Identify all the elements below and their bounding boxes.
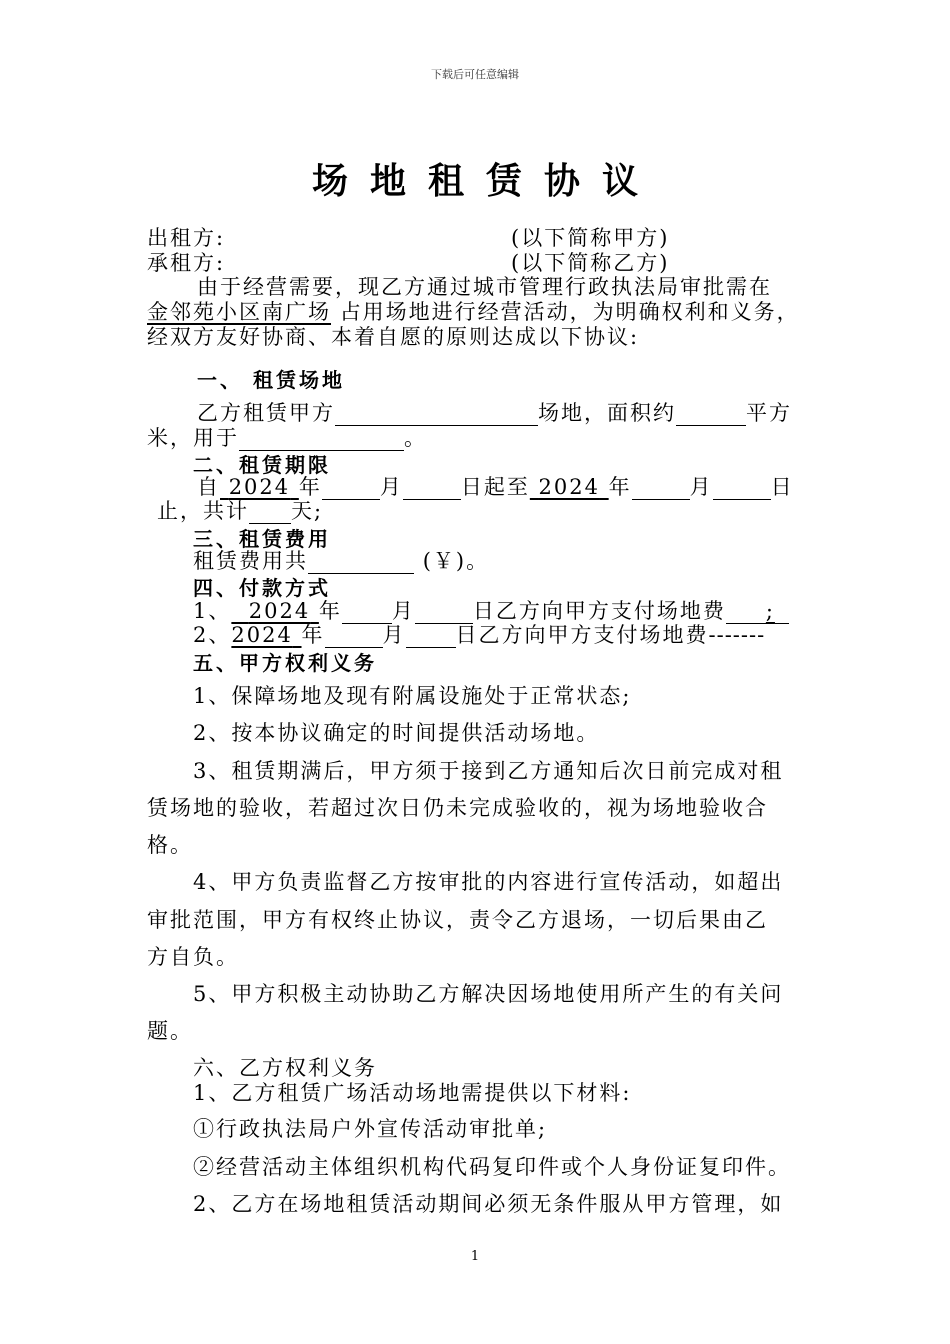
section-1-heading: 一、 租赁场地 [197,368,345,392]
payment-1-day-blank [415,601,473,624]
section-1-line-2 [147,425,427,451]
days-blank [249,501,291,524]
s2-yue: 月 [379,475,403,499]
payment-2-text: 日乙方向甲方支付场地费 [455,623,709,647]
section-2-heading: 二、租赁期限 [193,453,331,477]
intro-line-2 [147,299,800,325]
s6-item-line: 1、乙方租赁广场活动场地需提供以下材料: [193,1081,632,1105]
s1-text-c: 平方 [746,401,792,425]
end-year [530,475,609,499]
lessor-note: (以下简称甲方) [511,226,670,250]
location-field: 金邻苑小区南广场 [147,300,331,324]
s2-zhi: 止，共计 [157,499,249,523]
s5-item-line: 2、按本协议确定的时间提供活动场地。 [193,721,600,745]
payment-2-yue: 月 [382,623,406,647]
site-blank [335,403,538,426]
section-3-line-1 [193,548,489,574]
s2-ri: 日 [770,475,794,499]
section-2-line-1 [197,474,794,500]
payment-1-text: 日乙方向甲方支付场地费 [472,599,726,623]
s2-riqizhi: 日起至 [460,475,530,499]
payment-1-nian: 年 [318,599,342,623]
payment-1-yue: 月 [391,599,415,623]
end-month-blank [632,477,690,500]
page-number: 1 [470,1249,480,1264]
section-1-line-1 [197,400,792,426]
end-year-value: 2024 [538,475,600,499]
s1-text-d: 米，用于 [147,426,239,450]
s1-text-b: 场地，面积约 [538,401,676,425]
payment-2-dashes: ------- [708,623,766,647]
s6-item-line: 2、乙方在场地租赁活动期间必须无条件服从甲方管理，如 [193,1192,784,1216]
payment-1-tail [775,601,789,624]
s2-nian: 年 [298,475,322,499]
section-5-heading: 五、甲方权利义务 [193,651,377,675]
page-title: 场地租赁协议 [311,160,660,202]
s2-nian-2: 年 [608,475,632,499]
s5-item-line: 1、保障场地及现有附属设施处于正常状态; [193,684,632,708]
payment-2-nian: 年 [301,623,325,647]
s3-text-a: 租赁费用共 [193,549,308,573]
payment-1-month-blank [342,601,392,624]
payment-2-year-value: 2024 [231,623,293,647]
start-year-value: 2024 [228,475,291,499]
start-month-blank [322,477,380,500]
payment-1-year-value: 2024 [248,599,311,623]
payment-1-amount-blank [726,601,766,624]
s5-item-line: 格。 [147,833,193,857]
lessee-label: 承租方: [147,251,226,275]
s5-item-line: 方自负。 [147,945,239,969]
payment-1-end: ; [765,599,775,623]
lessee-note: (以下简称乙方) [511,251,670,275]
s1-text-e: 。 [404,426,427,450]
lessor-label: 出租方: [147,226,226,250]
s1-text-a: 乙方租赁甲方 [197,401,335,425]
fee-blank [308,551,414,574]
section-2-line-2 [157,498,323,524]
payment-1-year [231,599,319,623]
start-year [220,475,299,499]
section-4-heading: 四、付款方式 [193,576,331,600]
s5-item-line: 4、甲方负责监督乙方按审批的内容进行宣传活动，如超出 [193,870,784,894]
payment-2-year [231,623,301,647]
payment-2-num: 2、 [193,623,232,647]
purpose-blank [239,428,404,451]
s6-item-line: ②经营活动主体组织机构代码复印件或个人身份证复印件。 [193,1155,791,1179]
s5-item-line: 审批范围，甲方有权终止协议，责令乙方退场，一切后果由乙 [147,908,768,932]
intro-line-2-rest: 占用场地进行经营活动，为明确权利和义务， [339,300,800,324]
payment-1-num: 1、 [193,599,232,623]
payment-2-day-blank [406,625,456,648]
s5-item-line: 3、租赁期满后，甲方须于接到乙方通知后次日前完成对租 [193,759,784,783]
header-note: 下载后可任意编辑 [431,68,519,81]
area-blank [676,403,746,426]
payment-2-month-blank [325,625,383,648]
s5-item-line: 赁场地的验收，若超过次日仍未完成验收的，视为场地验收合 [147,796,768,820]
s2-yue-2: 月 [689,475,713,499]
s6-item-line: ①行政执法局户外宣传活动审批单; [193,1117,548,1141]
payment-line-1 [193,598,789,624]
s2-from: 自 [197,475,220,499]
section-3-heading: 三、租赁费用 [193,527,331,551]
s2-tian: 天; [291,499,324,523]
start-day-blank [403,477,461,500]
s5-item-line: 题。 [147,1019,193,1043]
section-6-heading: 六、乙方权利义务 [193,1056,377,1080]
s3-text-b: (￥)。 [422,549,490,573]
s5-item-line: 5、甲方积极主动协助乙方解决因场地使用所产生的有关问 [193,982,784,1006]
payment-line-2 [193,622,765,648]
intro-line-1: 由于经营需要，现乙方通过城市管理行政执法局审批需在 [197,275,772,299]
intro-line-3: 经双方友好协商、本着自愿的原则达成以下协议: [147,325,640,349]
end-day-blank [713,477,771,500]
